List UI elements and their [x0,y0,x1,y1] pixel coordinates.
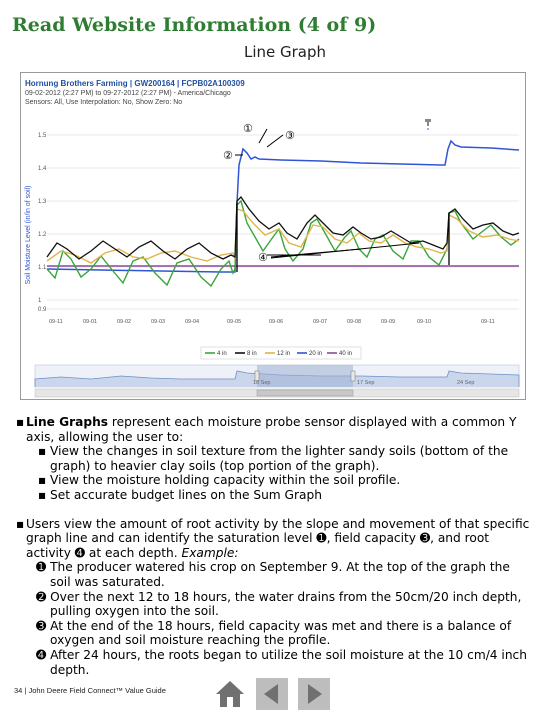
bullet-dot: ▪ [38,487,47,502]
y-tick: 1.4 [38,166,47,172]
navigator-label: 24 Sep [457,380,475,386]
marker-drain: ② [223,149,233,162]
sub-bullet-text: Set accurate budget lines on the Sum Graph [50,487,322,502]
body-text [14,415,530,677]
bullet-text: Users view the amount of root activity by the slope and movement of that specific graph line and can identify the saturation level ➊, field capacity ➌, and root activity ➍ at each depth. [26,516,530,560]
sub-bullet [14,488,530,503]
example-label: Example: [181,545,239,560]
sub-bullet-text: View the moisture holding capacity within the soil profile. [50,473,401,488]
bullet-dot: ▪ [16,516,25,531]
page-subtitle: Line Graph [243,43,327,61]
line-graph-screenshot [20,72,526,400]
legend [201,347,361,359]
navigator-right-handle[interactable] [351,371,355,381]
line-graph-svg [21,73,526,400]
marker-field-capacity: ③ [285,129,295,142]
navigator-label: 17 Sep [357,380,375,386]
navigator-scrollbar[interactable] [35,389,519,397]
legend-item[interactable]: 4 in [217,351,227,357]
x-tick: 09-09 [381,319,396,325]
numbered-item: ➍ After 24 hours, the roots began to utilize the soil moisture at the 10 cm/4 inch depth. [36,647,527,677]
y-tick: 1.5 [38,133,47,139]
bullet-dot: ▪ [16,415,25,429]
navigator-label: 10 Sep [253,380,271,386]
x-tick: 09-03 [151,319,166,325]
x-tick: 09-08 [347,319,362,325]
bullet-bold-term: Line Graphs [26,415,109,429]
bullet-line-graphs [14,415,530,444]
x-tick: 09-10 [417,319,432,325]
legend-item[interactable]: 20 in [309,351,323,357]
y-tick: 1.2 [38,232,47,238]
y-tick: 1.1 [38,265,47,271]
numbered-item: ➋ Over the next 12 to 18 hours, the water drains from the 50cm/20 inch depth, pulling oxygen into the soil. [36,589,522,619]
bullet-text: represent each moisture probe sensor displayed with a common Y axis, allowing the user to: [26,415,517,444]
sub-bullet [14,473,530,488]
graph-header-sensors: Sensors: All, Use Interpolation: No, Show Zero: No [25,99,183,106]
page-title: Read Website Information (4 of 9) [12,14,377,36]
x-tick: 09-05 [227,319,242,325]
bullet-dot: ▪ [38,473,47,488]
y-tick: 1 [38,298,42,304]
legend-item[interactable]: 40 in [339,351,353,357]
numbered-item: ➊ The producer watered his crop on September 9. At the top of the graph the soil was saturated. [36,560,510,589]
x-tick: 09-02 [117,319,132,325]
x-tick: 09-07 [313,319,328,325]
x-tick: 09-01 [83,319,98,325]
y-tick: 0.9 [38,307,47,313]
x-tick: 09-04 [185,319,200,325]
y-axis-label: Soil Moisture Level (in/in of soil) [25,185,32,285]
bullet-dot: ▪ [38,444,47,459]
bullet-root-activity [14,517,530,561]
sub-bullet [14,444,530,473]
range-navigator[interactable] [35,365,519,387]
x-tick: 09-11 [481,319,495,325]
sub-bullet-text: View the changes in soil texture from the lighter sandy soils (bottom of the graph) to heavier clay soils (top portion of the graph). [50,444,509,473]
marker-saturation: ① [243,122,253,135]
page-footer: 34 | John Deere Field Connect™ Value Guide [14,686,166,695]
x-tick: 09-11 [49,319,63,325]
legend-item[interactable]: 12 in [277,351,291,357]
y-tick: 1.3 [38,199,47,205]
marker-root-activity: ④ [258,251,268,264]
next-arrow-icon[interactable] [298,678,330,710]
x-tick: 09-06 [269,319,284,325]
home-icon[interactable] [214,678,246,710]
graph-header-title: Hornung Brothers Farming | GW200164 | FCPB02A100309 [25,79,245,88]
prev-arrow-icon[interactable] [256,678,288,710]
graph-header-daterange: 09-02-2012 (2:27 PM) to 09-27-2012 (2:27 PM) - America/Chicago [25,90,231,97]
legend-item[interactable]: 8 in [247,351,257,357]
numbered-item: ➌ At the end of the 18 hours, field capacity was met and there is a balance of oxygen and soil moisture reaching the profile. [36,618,512,648]
